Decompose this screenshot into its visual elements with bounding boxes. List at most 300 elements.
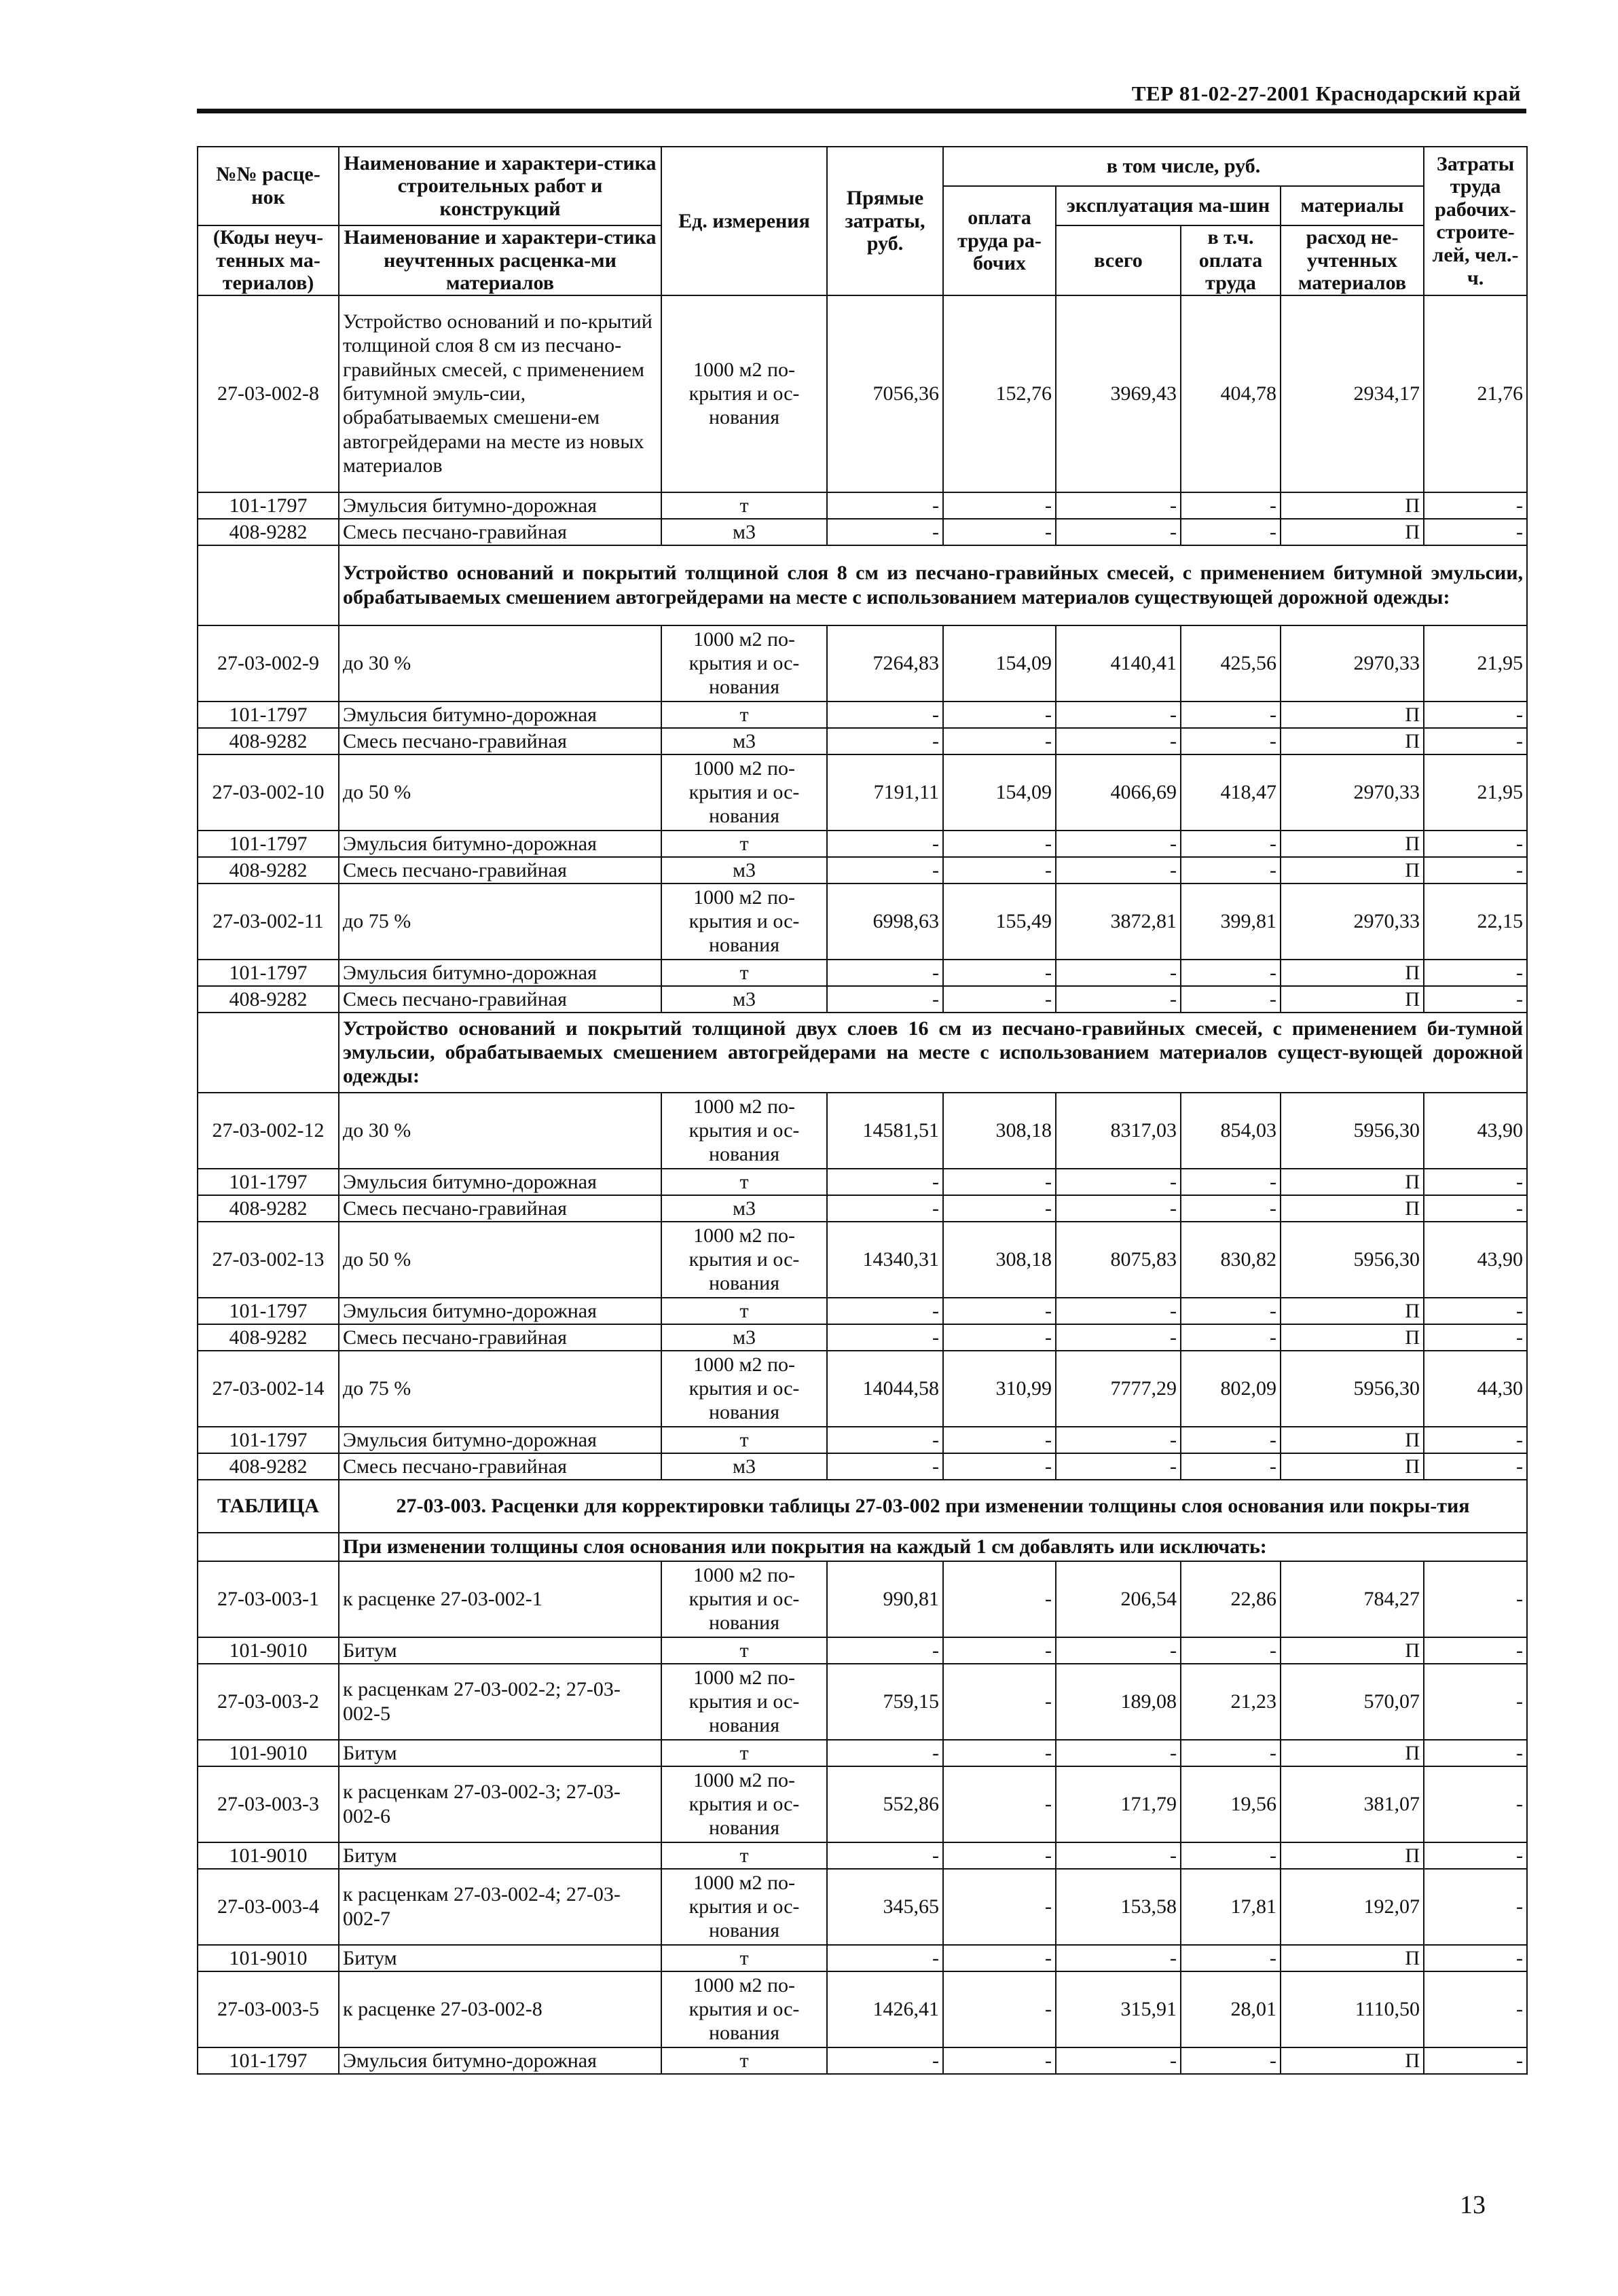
unit-cell: т — [661, 1740, 827, 1766]
materials-cell: П — [1281, 986, 1424, 1013]
materials-cell: П — [1281, 1842, 1424, 1869]
labor-pay-cell: - — [943, 1869, 1056, 1945]
material-row — [198, 1298, 1527, 1324]
labor-hours-cell: 43,90 — [1424, 1222, 1527, 1298]
direct-cost-cell: - — [827, 857, 943, 883]
rate-row — [198, 1869, 1527, 1945]
labor-hours-cell: 43,90 — [1424, 1093, 1527, 1169]
labor-pay-cell: - — [943, 2047, 1056, 2074]
col-header-machines-labor: в т.ч. оплата труда — [1181, 225, 1281, 295]
labor-pay-cell: - — [943, 1740, 1056, 1766]
materials-cell: П — [1281, 519, 1424, 545]
machines-total-cell: 171,79 — [1056, 1766, 1181, 1842]
material-row — [198, 1195, 1527, 1222]
labor-hours-cell: - — [1424, 1169, 1527, 1195]
materials-cell: 570,07 — [1281, 1664, 1424, 1740]
machines-labor-cell: - — [1181, 1195, 1281, 1222]
machines-total-cell: - — [1056, 1195, 1181, 1222]
labor-hours-cell: - — [1424, 1637, 1527, 1664]
materials-cell: 2970,33 — [1281, 883, 1424, 960]
materials-cell: П — [1281, 1169, 1424, 1195]
machines-labor-cell: - — [1181, 1453, 1281, 1480]
material-code: 101-1797 — [198, 1298, 339, 1324]
direct-cost-cell: - — [827, 1195, 943, 1222]
table-caption-text: 27-03-003. Расценки для корректировки таблицы 27-03-002 при изменении толщины слоя основания или покры-тия — [339, 1480, 1527, 1533]
labor-hours-cell: - — [1424, 1766, 1527, 1842]
unit-cell: т — [661, 1427, 827, 1453]
machines-total-cell: 189,08 — [1056, 1664, 1181, 1740]
labor-pay-cell: 154,09 — [943, 625, 1056, 701]
unit-cell: 1000 м2 по-крытия и ос-нования — [661, 883, 827, 960]
unit-cell: 1000 м2 по-крытия и ос-нования — [661, 1664, 827, 1740]
labor-pay-cell: - — [943, 1561, 1056, 1637]
col-header-code: №№ расце-нок — [198, 147, 339, 225]
unit-cell: 1000 м2 по-крытия и ос-нования — [661, 1351, 827, 1427]
rate-code: 27-03-003-4 — [198, 1869, 339, 1945]
machines-labor-cell: - — [1181, 1637, 1281, 1664]
labor-hours-cell: - — [1424, 519, 1527, 545]
machines-total-cell: - — [1056, 1298, 1181, 1324]
machines-total-cell: 4066,69 — [1056, 754, 1181, 831]
machines-total-cell: 3969,43 — [1056, 295, 1181, 492]
unit-cell: м3 — [661, 519, 827, 545]
direct-cost-cell: 7264,83 — [827, 625, 943, 701]
material-name: Смесь песчано-гравийная — [339, 986, 661, 1013]
machines-total-cell: - — [1056, 857, 1181, 883]
labor-hours-cell: - — [1424, 1427, 1527, 1453]
machines-total-cell: - — [1056, 519, 1181, 545]
machines-labor-cell: 17,81 — [1181, 1869, 1281, 1945]
materials-cell: 5956,30 — [1281, 1093, 1424, 1169]
materials-cell: 381,07 — [1281, 1766, 1424, 1842]
labor-pay-cell: - — [943, 1842, 1056, 1869]
labor-hours-cell: - — [1424, 1945, 1527, 1971]
rate-code: 27-03-002-9 — [198, 625, 339, 701]
direct-cost-cell: - — [827, 831, 943, 857]
rate-row — [198, 625, 1527, 701]
materials-cell: П — [1281, 1945, 1424, 1971]
adjustment-note-row — [198, 1533, 1527, 1561]
material-name: Эмульсия битумно-дорожная — [339, 831, 661, 857]
adjustment-code-empty — [198, 1533, 339, 1561]
col-header-name-bottom: Наименование и характери-стика неучтенных расценка-ми материалов — [339, 225, 661, 295]
labor-pay-cell: - — [943, 831, 1056, 857]
machines-labor-cell: 399,81 — [1181, 883, 1281, 960]
col-header-name: Наименование и характери-стика строительных работ и конструкций — [339, 147, 661, 225]
material-code: 101-1797 — [198, 1427, 339, 1453]
rate-code: 27-03-002-8 — [198, 295, 339, 492]
col-header-direct: Прямые затраты, руб. — [827, 147, 943, 295]
materials-cell: П — [1281, 857, 1424, 883]
machines-total-cell: - — [1056, 701, 1181, 728]
direct-cost-cell: 1426,41 — [827, 1971, 943, 2047]
col-header-incl: в том числе, руб. — [943, 147, 1424, 186]
rate-code: 27-03-002-11 — [198, 883, 339, 960]
machines-labor-cell: - — [1181, 831, 1281, 857]
materials-cell: 784,27 — [1281, 1561, 1424, 1637]
rate-row — [198, 883, 1527, 960]
material-row — [198, 1324, 1527, 1351]
materials-cell: 1110,50 — [1281, 1971, 1424, 2047]
material-row — [198, 960, 1527, 986]
material-name: Эмульсия битумно-дорожная — [339, 1298, 661, 1324]
labor-pay-cell: - — [943, 1427, 1056, 1453]
machines-labor-cell: - — [1181, 1945, 1281, 1971]
machines-total-cell: 153,58 — [1056, 1869, 1181, 1945]
materials-cell: П — [1281, 1427, 1424, 1453]
machines-labor-cell: 830,82 — [1181, 1222, 1281, 1298]
unit-cell: т — [661, 831, 827, 857]
machines-labor-cell: - — [1181, 1169, 1281, 1195]
material-code: 408-9282 — [198, 857, 339, 883]
machines-total-cell: - — [1056, 2047, 1181, 2074]
material-row — [198, 1637, 1527, 1664]
materials-cell: 2970,33 — [1281, 754, 1424, 831]
labor-hours-cell: - — [1424, 986, 1527, 1013]
material-code: 408-9282 — [198, 986, 339, 1013]
labor-hours-cell: - — [1424, 960, 1527, 986]
section-title: Устройство оснований и покрытий толщиной слоя 8 см из песчано-гравийных смесей, с применением битумной эмульсии, обрабатываемых смешением автогрейдерами на месте с использованием материалов существующей дорожной одежды: — [339, 545, 1527, 625]
direct-cost-cell: - — [827, 986, 943, 1013]
material-name: Смесь песчано-гравийная — [339, 1195, 661, 1222]
material-code: 408-9282 — [198, 519, 339, 545]
rate-name: до 30 % — [339, 625, 661, 701]
direct-cost-cell: 6998,63 — [827, 883, 943, 960]
direct-cost-cell: - — [827, 1740, 943, 1766]
materials-cell: П — [1281, 2047, 1424, 2074]
section-title: Устройство оснований и покрытий толщиной двух слоев 16 см из песчано-гравийных смесей, с применением би-тумной эмульсии, обрабатываемых смешением автогрейдерами на месте с использованием материалов сущест-вующей дорожной одежды: — [339, 1013, 1527, 1093]
rate-row — [198, 754, 1527, 831]
material-row — [198, 1453, 1527, 1480]
section-code-empty — [198, 1013, 339, 1093]
unit-cell: м3 — [661, 728, 827, 754]
labor-hours-cell: - — [1424, 701, 1527, 728]
labor-pay-cell: - — [943, 1664, 1056, 1740]
rate-name: до 75 % — [339, 1351, 661, 1427]
materials-cell: 2970,33 — [1281, 625, 1424, 701]
material-row — [198, 1740, 1527, 1766]
labor-hours-cell: - — [1424, 2047, 1527, 2074]
direct-cost-cell: 552,86 — [827, 1766, 943, 1842]
machines-labor-cell: - — [1181, 857, 1281, 883]
material-code: 408-9282 — [198, 1324, 339, 1351]
page-number: 13 — [1460, 2191, 1486, 2219]
machines-labor-cell: - — [1181, 728, 1281, 754]
unit-cell: т — [661, 701, 827, 728]
machines-labor-cell: - — [1181, 701, 1281, 728]
rate-code: 27-03-003-2 — [198, 1664, 339, 1740]
adjustment-note: При изменении толщины слоя основания или покрытия на каждый 1 см добавлять или исключать: — [339, 1533, 1527, 1561]
machines-total-cell: 206,54 — [1056, 1561, 1181, 1637]
material-name: Эмульсия битумно-дорожная — [339, 1169, 661, 1195]
labor-hours-cell: - — [1424, 1561, 1527, 1637]
materials-cell: П — [1281, 1298, 1424, 1324]
col-header-materials: материалы — [1281, 186, 1424, 225]
labor-pay-cell: 152,76 — [943, 295, 1056, 492]
col-header-machines: эксплуатация ма-шин — [1056, 186, 1281, 225]
unit-cell: т — [661, 492, 827, 519]
material-name: Смесь песчано-гравийная — [339, 857, 661, 883]
labor-pay-cell: - — [943, 1324, 1056, 1351]
materials-cell: П — [1281, 960, 1424, 986]
machines-labor-cell: - — [1181, 2047, 1281, 2074]
unit-cell: м3 — [661, 1324, 827, 1351]
material-code: 101-1797 — [198, 960, 339, 986]
machines-labor-cell: - — [1181, 1740, 1281, 1766]
machines-labor-cell: 418,47 — [1181, 754, 1281, 831]
rate-code: 27-03-003-3 — [198, 1766, 339, 1842]
material-row — [198, 492, 1527, 519]
labor-hours-cell: - — [1424, 1453, 1527, 1480]
direct-cost-cell: 14340,31 — [827, 1222, 943, 1298]
machines-labor-cell: - — [1181, 519, 1281, 545]
materials-cell: П — [1281, 1740, 1424, 1766]
labor-hours-cell: - — [1424, 492, 1527, 519]
unit-cell: м3 — [661, 1195, 827, 1222]
unit-cell: 1000 м2 по-крытия и ос-нования — [661, 1766, 827, 1842]
labor-hours-cell: 21,95 — [1424, 754, 1527, 831]
materials-cell: П — [1281, 1453, 1424, 1480]
direct-cost-cell: - — [827, 1842, 943, 1869]
material-name: Битум — [339, 1945, 661, 1971]
direct-cost-cell: - — [827, 1169, 943, 1195]
rate-name: к расценкам 27-03-002-2; 27-03-002-5 — [339, 1664, 661, 1740]
rate-name: к расценкам 27-03-002-4; 27-03-002-7 — [339, 1869, 661, 1945]
labor-pay-cell: - — [943, 701, 1056, 728]
material-code: 101-1797 — [198, 1169, 339, 1195]
machines-total-cell: - — [1056, 1945, 1181, 1971]
rate-row — [198, 1222, 1527, 1298]
direct-cost-cell: - — [827, 1298, 943, 1324]
machines-total-cell: - — [1056, 1842, 1181, 1869]
section-code-empty — [198, 545, 339, 625]
labor-pay-cell: - — [943, 728, 1056, 754]
labor-pay-cell: - — [943, 1195, 1056, 1222]
materials-cell: 5956,30 — [1281, 1351, 1424, 1427]
rate-row — [198, 1971, 1527, 2047]
rate-row — [198, 1766, 1527, 1842]
machines-total-cell: - — [1056, 728, 1181, 754]
material-code: 101-1797 — [198, 831, 339, 857]
material-row — [198, 831, 1527, 857]
machines-total-cell: - — [1056, 1740, 1181, 1766]
unit-cell: 1000 м2 по-крытия и ос-нования — [661, 1561, 827, 1637]
labor-pay-cell: - — [943, 857, 1056, 883]
machines-total-cell: - — [1056, 1169, 1181, 1195]
col-header-unit: Ед. измерения — [661, 147, 827, 295]
direct-cost-cell: - — [827, 1324, 943, 1351]
machines-total-cell: 8317,03 — [1056, 1093, 1181, 1169]
material-name: Эмульсия битумно-дорожная — [339, 2047, 661, 2074]
material-row — [198, 1169, 1527, 1195]
machines-total-cell: 3872,81 — [1056, 883, 1181, 960]
material-name: Эмульсия битумно-дорожная — [339, 960, 661, 986]
unit-cell: 1000 м2 по-крытия и ос-нования — [661, 1869, 827, 1945]
labor-hours-cell: - — [1424, 1740, 1527, 1766]
material-row — [198, 1842, 1527, 1869]
section-header-row — [198, 545, 1527, 625]
unit-cell: т — [661, 960, 827, 986]
machines-labor-cell: - — [1181, 1842, 1281, 1869]
materials-cell: П — [1281, 1637, 1424, 1664]
material-name: Смесь песчано-гравийная — [339, 1453, 661, 1480]
rate-code: 27-03-002-14 — [198, 1351, 339, 1427]
section-header-row — [198, 1013, 1527, 1093]
labor-hours-cell: - — [1424, 1842, 1527, 1869]
rate-code: 27-03-002-10 — [198, 754, 339, 831]
material-name: Эмульсия битумно-дорожная — [339, 701, 661, 728]
machines-total-cell: - — [1056, 1324, 1181, 1351]
unit-cell: м3 — [661, 986, 827, 1013]
labor-pay-cell: 308,18 — [943, 1222, 1056, 1298]
table-caption-label: ТАБЛИЦА — [198, 1480, 339, 1533]
machines-labor-cell: - — [1181, 492, 1281, 519]
labor-hours-cell: - — [1424, 857, 1527, 883]
header-rule — [197, 109, 1526, 113]
labor-pay-cell: - — [943, 1169, 1056, 1195]
labor-pay-cell: - — [943, 1453, 1056, 1480]
materials-cell: 5956,30 — [1281, 1222, 1424, 1298]
machines-total-cell: - — [1056, 1427, 1181, 1453]
machines-total-cell: 315,91 — [1056, 1971, 1181, 2047]
material-row — [198, 1427, 1527, 1453]
material-code: 101-9010 — [198, 1637, 339, 1664]
rate-code: 27-03-002-13 — [198, 1222, 339, 1298]
unit-cell: 1000 м2 по-крытия и ос-нования — [661, 625, 827, 701]
machines-total-cell: - — [1056, 1637, 1181, 1664]
material-code: 408-9282 — [198, 1453, 339, 1480]
direct-cost-cell: 990,81 — [827, 1561, 943, 1637]
machines-labor-cell: - — [1181, 1298, 1281, 1324]
unit-cell: т — [661, 1298, 827, 1324]
machines-total-cell: - — [1056, 986, 1181, 1013]
labor-pay-cell: 155,49 — [943, 883, 1056, 960]
labor-pay-cell: - — [943, 519, 1056, 545]
material-code: 101-9010 — [198, 1740, 339, 1766]
labor-pay-cell: - — [943, 986, 1056, 1013]
labor-hours-cell: - — [1424, 1971, 1527, 2047]
direct-cost-cell: 7056,36 — [827, 295, 943, 492]
machines-total-cell: - — [1056, 1453, 1181, 1480]
direct-cost-cell: 345,65 — [827, 1869, 943, 1945]
rate-name: Устройство оснований и по-крытий толщиной слоя 8 см из песчано-гравийных смесей, с применением битумной эмуль-сии, обрабатываемых смешени-ем автогрейдерами на месте из новых материалов — [339, 295, 661, 492]
unit-cell: 1000 м2 по-крытия и ос-нования — [661, 1971, 827, 2047]
direct-cost-cell: - — [827, 519, 943, 545]
materials-cell: П — [1281, 1324, 1424, 1351]
unit-cell: 1000 м2 по-крытия и ос-нования — [661, 754, 827, 831]
unit-cell: 1000 м2 по-крытия и ос-нования — [661, 1222, 827, 1298]
labor-hours-cell: - — [1424, 1869, 1527, 1945]
labor-pay-cell: - — [943, 1971, 1056, 2047]
direct-cost-cell: 14044,58 — [827, 1351, 943, 1427]
material-code: 101-9010 — [198, 1842, 339, 1869]
material-code: 101-9010 — [198, 1945, 339, 1971]
material-name: Битум — [339, 1740, 661, 1766]
machines-labor-cell: - — [1181, 986, 1281, 1013]
unit-cell: т — [661, 1842, 827, 1869]
material-row — [198, 1945, 1527, 1971]
rate-row — [198, 1093, 1527, 1169]
machines-total-cell: 8075,83 — [1056, 1222, 1181, 1298]
rate-name: до 50 % — [339, 754, 661, 831]
machines-labor-cell: 854,03 — [1181, 1093, 1281, 1169]
machines-labor-cell: 425,56 — [1181, 625, 1281, 701]
labor-pay-cell: - — [943, 492, 1056, 519]
material-name: Эмульсия битумно-дорожная — [339, 1427, 661, 1453]
materials-cell: 192,07 — [1281, 1869, 1424, 1945]
labor-hours-cell: 22,15 — [1424, 883, 1527, 960]
direct-cost-cell: - — [827, 1427, 943, 1453]
machines-labor-cell: 802,09 — [1181, 1351, 1281, 1427]
labor-hours-cell: - — [1424, 831, 1527, 857]
material-row — [198, 857, 1527, 883]
rate-code: 27-03-003-5 — [198, 1971, 339, 2047]
unit-cell: м3 — [661, 857, 827, 883]
labor-hours-cell: 44,30 — [1424, 1351, 1527, 1427]
material-name: Смесь песчано-гравийная — [339, 1324, 661, 1351]
rate-name: до 30 % — [339, 1093, 661, 1169]
machines-total-cell: 4140,41 — [1056, 625, 1181, 701]
direct-cost-cell: - — [827, 1637, 943, 1664]
material-code: 101-1797 — [198, 701, 339, 728]
unit-cell: т — [661, 1169, 827, 1195]
labor-pay-cell: 308,18 — [943, 1093, 1056, 1169]
col-header-labor-pay: оплата труда ра-бочих — [943, 186, 1056, 295]
materials-cell: П — [1281, 1195, 1424, 1222]
col-header-code-bottom: (Коды неуч-тенных ма-териалов) — [198, 225, 339, 295]
labor-pay-cell: - — [943, 1766, 1056, 1842]
direct-cost-cell: 14581,51 — [827, 1093, 943, 1169]
material-row — [198, 519, 1527, 545]
unit-cell: т — [661, 2047, 827, 2074]
unit-cell: 1000 м2 по-крытия и ос-нования — [661, 295, 827, 492]
machines-total-cell: - — [1056, 960, 1181, 986]
material-code: 101-1797 — [198, 492, 339, 519]
unit-cell: т — [661, 1945, 827, 1971]
labor-pay-cell: - — [943, 1945, 1056, 1971]
labor-pay-cell: - — [943, 1298, 1056, 1324]
machines-labor-cell: - — [1181, 1324, 1281, 1351]
labor-hours-cell: - — [1424, 1195, 1527, 1222]
labor-pay-cell: 310,99 — [943, 1351, 1056, 1427]
rate-name: до 50 % — [339, 1222, 661, 1298]
material-name: Смесь песчано-гравийная — [339, 519, 661, 545]
rate-code: 27-03-003-1 — [198, 1561, 339, 1637]
direct-cost-cell: 7191,11 — [827, 754, 943, 831]
direct-cost-cell: - — [827, 1945, 943, 1971]
material-row — [198, 986, 1527, 1013]
material-code: 408-9282 — [198, 728, 339, 754]
material-row — [198, 701, 1527, 728]
rate-row — [198, 1351, 1527, 1427]
material-row — [198, 2047, 1527, 2074]
materials-cell: 2934,17 — [1281, 295, 1424, 492]
material-name: Эмульсия битумно-дорожная — [339, 492, 661, 519]
unit-cell: 1000 м2 по-крытия и ос-нования — [661, 1093, 827, 1169]
labor-hours-cell: 21,76 — [1424, 295, 1527, 492]
rate-code: 27-03-002-12 — [198, 1093, 339, 1169]
col-header-materials-sub: расход не-учтенных материалов — [1281, 225, 1424, 295]
rate-row — [198, 1561, 1527, 1637]
machines-labor-cell: 28,01 — [1181, 1971, 1281, 2047]
rate-name: до 75 % — [339, 883, 661, 960]
labor-pay-cell: - — [943, 960, 1056, 986]
labor-hours-cell: - — [1424, 1664, 1527, 1740]
machines-labor-cell: 22,86 — [1181, 1561, 1281, 1637]
rate-name: к расценке 27-03-002-8 — [339, 1971, 661, 2047]
material-code: 101-1797 — [198, 2047, 339, 2074]
table-body — [198, 295, 1527, 2074]
